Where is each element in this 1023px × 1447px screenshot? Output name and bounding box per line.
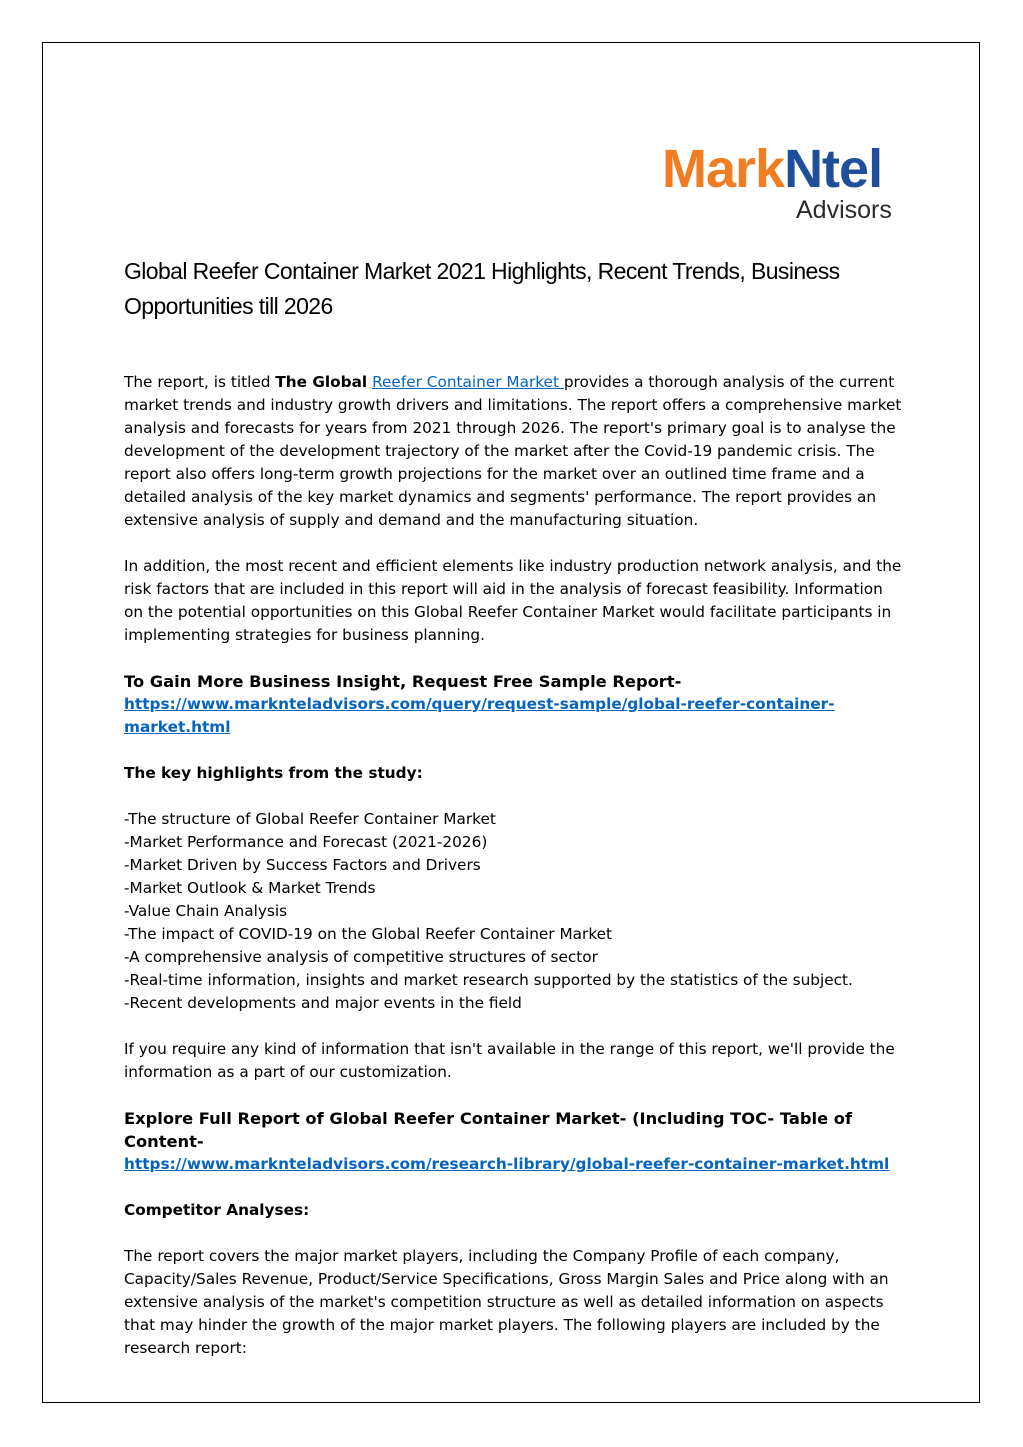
list-item: -Recent developments and major events in the field [124,994,522,1012]
list-item: -Market Outlook & Market Trends [124,879,376,897]
reefer-market-link[interactable]: Reefer Container Market [372,373,564,391]
competitor-heading: Competitor Analyses: [124,1201,310,1219]
list-item: -Market Driven by Success Factors and Drivers [124,856,481,874]
list-item: -Real-time information, insights and market research supported by the statistics of the subject. [124,971,853,989]
intro-paragraph [124,371,904,532]
intro-rest: provides a thorough analysis of the current market trends and industry growth drivers and limitations. The report offers a comprehensive market analysis and forecasts for years from 2021 through 2026. The report's primary goal is to analyse the development of the development trajectory of the market after the Covid-19 pandemic crisis. The report also offers long-term growth projections for the market over an outlined time frame and a detailed analysis of the key market dynamics and segments' performance. The report provides an extensive analysis of supply and demand and the manufacturing situation. [124,373,902,529]
sample-report-cta [124,670,904,739]
customization-paragraph: If you require any kind of information that isn't available in the range of this report, we'll provide the information as a part of our customization. [124,1040,895,1081]
highlights-heading: The key highlights from the study: [124,764,423,782]
marknetel-logo [662,139,902,224]
list-item: -Value Chain Analysis [124,902,288,920]
list-item: -Market Performance and Forecast (2021-2026) [124,833,488,851]
document-title: Global Reefer Container Market 2021 Highlights, Recent Trends, Business Opportunities till 2026 [124,258,840,319]
logo-ntel-text: Ntel [784,139,883,199]
logo-wordmark [662,139,902,199]
list-item: -A comprehensive analysis of competitive structures of sector [124,948,598,966]
full-report-link[interactable]: https://www.marknteladvisors.com/research-library/global-reefer-container-market.html [124,1155,890,1173]
logo-advisors-text: Advisors [796,196,892,224]
full-report-heading: Explore Full Report of Global Reefer Container Market- (Including TOC- Table of Content- [124,1109,853,1151]
list-item: -The structure of Global Reefer Container Market [124,810,496,828]
list-item: -The impact of COVID-19 on the Global Reefer Container Market [124,925,613,943]
competitor-paragraph: The report covers the major market players, including the Company Profile of each company, Capacity/Sales Revenue, Product/Service Specifications, Gross Margin Sales and Price along with an extensive analysis of the market's competition structure as well as detailed information on aspects that may hinder the growth of the major market players. The following players are included by the research report: [124,1247,889,1357]
document-body [124,254,904,1383]
intro-prefix: The report, is titled [124,373,276,391]
sample-report-heading: To Gain More Business Insight, Request Free Sample Report- [124,672,682,691]
full-report-cta [124,1107,904,1176]
highlights-list [124,808,904,1015]
sample-report-link[interactable]: https://www.marknteladvisors.com/query/request-sample/global-reefer-container-market.html [124,695,835,736]
paragraph-additional: In addition, the most recent and efficient elements like industry production network analysis, and the risk factors that are included in this report will aid in the analysis of forecast feasibility. Information on the potential opportunities on this Global Reefer Container Market would facilitate participants in implementing strategies for business planning. [124,557,902,644]
intro-bold: The Global [275,373,368,391]
logo-mark-text: Mark [662,139,785,199]
